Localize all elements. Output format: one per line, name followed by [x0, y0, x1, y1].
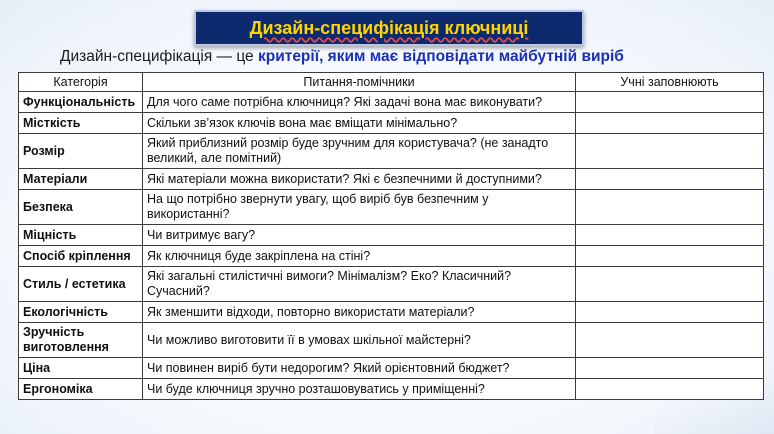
answer-cell[interactable] — [576, 92, 764, 113]
table-row — [19, 190, 764, 225]
question-cell: На що потрібно звернути увагу, щоб виріб був безпечним у використанні? — [143, 190, 576, 225]
question-cell: Як ключниця буде закріплена на стіні? — [143, 246, 576, 267]
category-cell: Ергономіка — [19, 379, 143, 400]
table-row — [19, 169, 764, 190]
table-row — [19, 379, 764, 400]
answer-cell[interactable] — [576, 358, 764, 379]
answer-cell[interactable] — [576, 267, 764, 302]
category-cell: Розмір — [19, 134, 143, 169]
question-cell: Який приблизний розмір буде зручним для користувача? (не занадто великий, але помітний) — [143, 134, 576, 169]
category-cell: Спосіб кріплення — [19, 246, 143, 267]
answer-cell[interactable] — [576, 225, 764, 246]
answer-cell[interactable] — [576, 302, 764, 323]
category-cell: Зручність виготовлення — [19, 323, 143, 358]
subtitle-prefix: Дизайн-специфікація — це — [60, 48, 258, 65]
table-row — [19, 92, 764, 113]
table-row — [19, 358, 764, 379]
header-student-answers: Учні заповнюють — [576, 73, 764, 92]
category-cell: Місткість — [19, 113, 143, 134]
category-cell: Міцність — [19, 225, 143, 246]
table-row — [19, 246, 764, 267]
category-cell: Безпека — [19, 190, 143, 225]
subtitle-accent: критерії, яким має відповідати майбутній виріб — [257, 48, 624, 65]
answer-cell[interactable] — [576, 113, 764, 134]
title-banner — [194, 10, 584, 46]
question-cell: Які матеріали можна використати? Які є безпечними й доступними? — [143, 169, 576, 190]
question-cell: Чи буде ключниця зручно розташовуватись у приміщенні? — [143, 379, 576, 400]
specification-table — [18, 72, 764, 400]
table-row — [19, 134, 764, 169]
question-cell: Як зменшити відходи, повторно використати матеріали? — [143, 302, 576, 323]
category-cell: Стиль / естетика — [19, 267, 143, 302]
question-cell: Чи витримує вагу? — [143, 225, 576, 246]
answer-cell[interactable] — [576, 323, 764, 358]
table-row — [19, 323, 764, 358]
table-row — [19, 113, 764, 134]
category-cell: Ціна — [19, 358, 143, 379]
category-cell: Екологічність — [19, 302, 143, 323]
question-cell: Які загальні стилістичні вимоги? Мінімалізм? Еко? Класичний? Сучасний? — [143, 267, 576, 302]
question-cell: Чи повинен виріб бути недорогим? Який орієнтовний бюджет? — [143, 358, 576, 379]
answer-cell[interactable] — [576, 246, 764, 267]
slide-title: Дизайн-специфікація ключниці — [249, 17, 529, 38]
table-row — [19, 225, 764, 246]
header-questions: Питання-помічники — [143, 73, 576, 92]
question-cell: Чи можливо виготовити її в умовах шкільної майстерні? — [143, 323, 576, 358]
category-cell: Матеріали — [19, 169, 143, 190]
answer-cell[interactable] — [576, 379, 764, 400]
question-cell: Для чого саме потрібна ключниця? Які задачі вона має виконувати? — [143, 92, 576, 113]
subtitle — [60, 48, 760, 66]
answer-cell[interactable] — [576, 134, 764, 169]
table-row — [19, 267, 764, 302]
answer-cell[interactable] — [576, 169, 764, 190]
question-cell: Скільки зв’язок ключів вона має вміщати мінімально? — [143, 113, 576, 134]
category-cell: Функціональність — [19, 92, 143, 113]
table-header-row — [19, 73, 764, 92]
table-row — [19, 302, 764, 323]
answer-cell[interactable] — [576, 190, 764, 225]
header-category: Категорія — [19, 73, 143, 92]
